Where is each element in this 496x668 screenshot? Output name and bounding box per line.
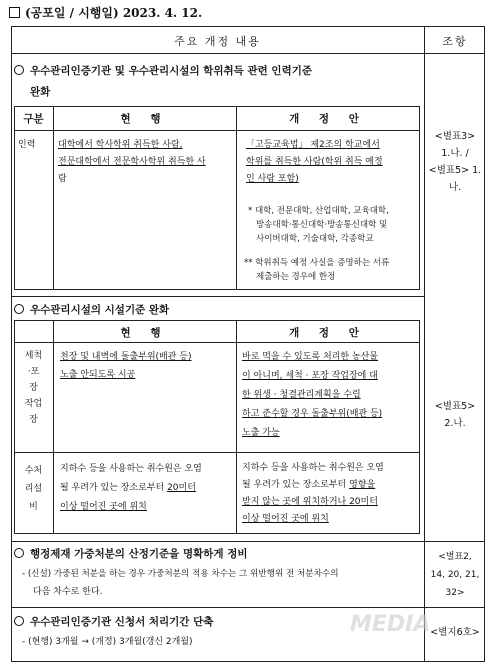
col-category-header: 구분	[23, 113, 44, 125]
section4-title: 우수관리인증기관 신청서 처리기간 단축	[14, 614, 213, 629]
row1-label: 세척 ·포 장 작업 장	[24, 351, 43, 425]
circle-bullet-icon	[14, 548, 24, 558]
divider	[14, 342, 420, 343]
revised-note-2: ** 학위취득 예정 사실을 증명하는 서류 제출하는 경우에 한정	[244, 258, 390, 282]
col-revised-header: 개 정 안	[289, 327, 367, 339]
section1-title: 우수관리인증기관 및 우수관리시설의 학위취득 관련 인력기준	[14, 63, 312, 78]
section2-title: 우수관리시설의 시설기준 완화	[14, 302, 169, 317]
section-divider	[11, 541, 485, 542]
row2-current: 지하수 등을 사용하는 취수원은 오염 될 우려가 있는 장소로부터 20미터 이상 떨어진 곳에 위치	[60, 464, 202, 512]
row2-revised: 지하수 등을 사용하는 취수원은 오염 될 우려가 있는 장소로부터 영향을 받지 않는 곳에 위치하거나 20미터 이상 떨어진 곳에 위치	[242, 463, 384, 524]
title-text: (공포일 / 시행일) 2023. 4. 12.	[25, 6, 203, 20]
circle-bullet-icon	[14, 616, 24, 626]
section2-ref: <별표5> 2.나.	[434, 401, 476, 429]
circle-bullet-icon	[14, 304, 24, 314]
section-divider	[11, 607, 485, 608]
section3-body-1: - (신설) 가중된 처분을 하는 경우 가중처분의 적용 차수는 그 위반행위 전 처분차수의	[22, 569, 339, 579]
divider	[53, 106, 54, 290]
current-text: 대학에서 학사학위 취득한 사람, 전문대학에서 전문학사학위 취득한 사 람	[58, 140, 206, 184]
divider	[53, 320, 54, 534]
section1-ref: <별표3> 1.나. / <별표5> 1. 나.	[428, 131, 482, 193]
divider	[236, 320, 237, 534]
col-current-header: 현 행	[120, 113, 169, 125]
revised-text: 「고등교육법」 제2조의 학교에서 학위를 취득한 사람(학위 취득 예정 인 사람 포함)	[246, 140, 383, 184]
section3-ref: <별표2, 14, 20, 21, 32>	[430, 552, 480, 598]
col-current-header: 현 행	[120, 327, 169, 339]
watermark-logo: MEDIA	[350, 612, 431, 637]
header-side: 조항	[442, 35, 468, 48]
checkbox-square-icon	[9, 7, 20, 18]
section4-body: - (현행) 3개월 → (개정) 3개월(갱신 2개월)	[22, 637, 193, 647]
row1-revised: 바로 먹을 수 있도록 처리한 농산물 이 아니며, 세척 · 포장 작업장에 대 한 위생 · 청결관리계획을 수립 하고 준수할 경우 돌출부위(배관 등) 노출 가능	[242, 352, 383, 438]
divider	[14, 130, 420, 131]
section1-title-cont: 완화	[30, 86, 51, 98]
header-main: 주요 개정 내용	[174, 35, 261, 48]
section3-title: 행정제재 가중처분의 산정기준을 명확하게 정비	[14, 546, 247, 561]
divider	[236, 106, 237, 290]
section-divider	[11, 296, 424, 297]
revised-note-1: * 대학, 전문대학, 산업대학, 교육대학, 방송대학·통신대학·방송통신대학 및 사이버대학, 기술대학, 각종학교	[248, 206, 389, 244]
section3-body-2: 다음 차수로 한다.	[33, 587, 103, 597]
row2-label: 수처 리설 비	[24, 466, 43, 512]
col-revised-header: 개 정 안	[289, 113, 367, 125]
row1-current: 천장 및 내벽에 돌출부위(배관 등) 노출 안되도록 시공	[60, 352, 192, 380]
section4-ref: <별지6호>	[430, 627, 480, 638]
divider	[14, 452, 420, 453]
row-label: 인력	[18, 140, 36, 150]
document-title	[9, 4, 202, 21]
circle-bullet-icon	[14, 65, 24, 75]
